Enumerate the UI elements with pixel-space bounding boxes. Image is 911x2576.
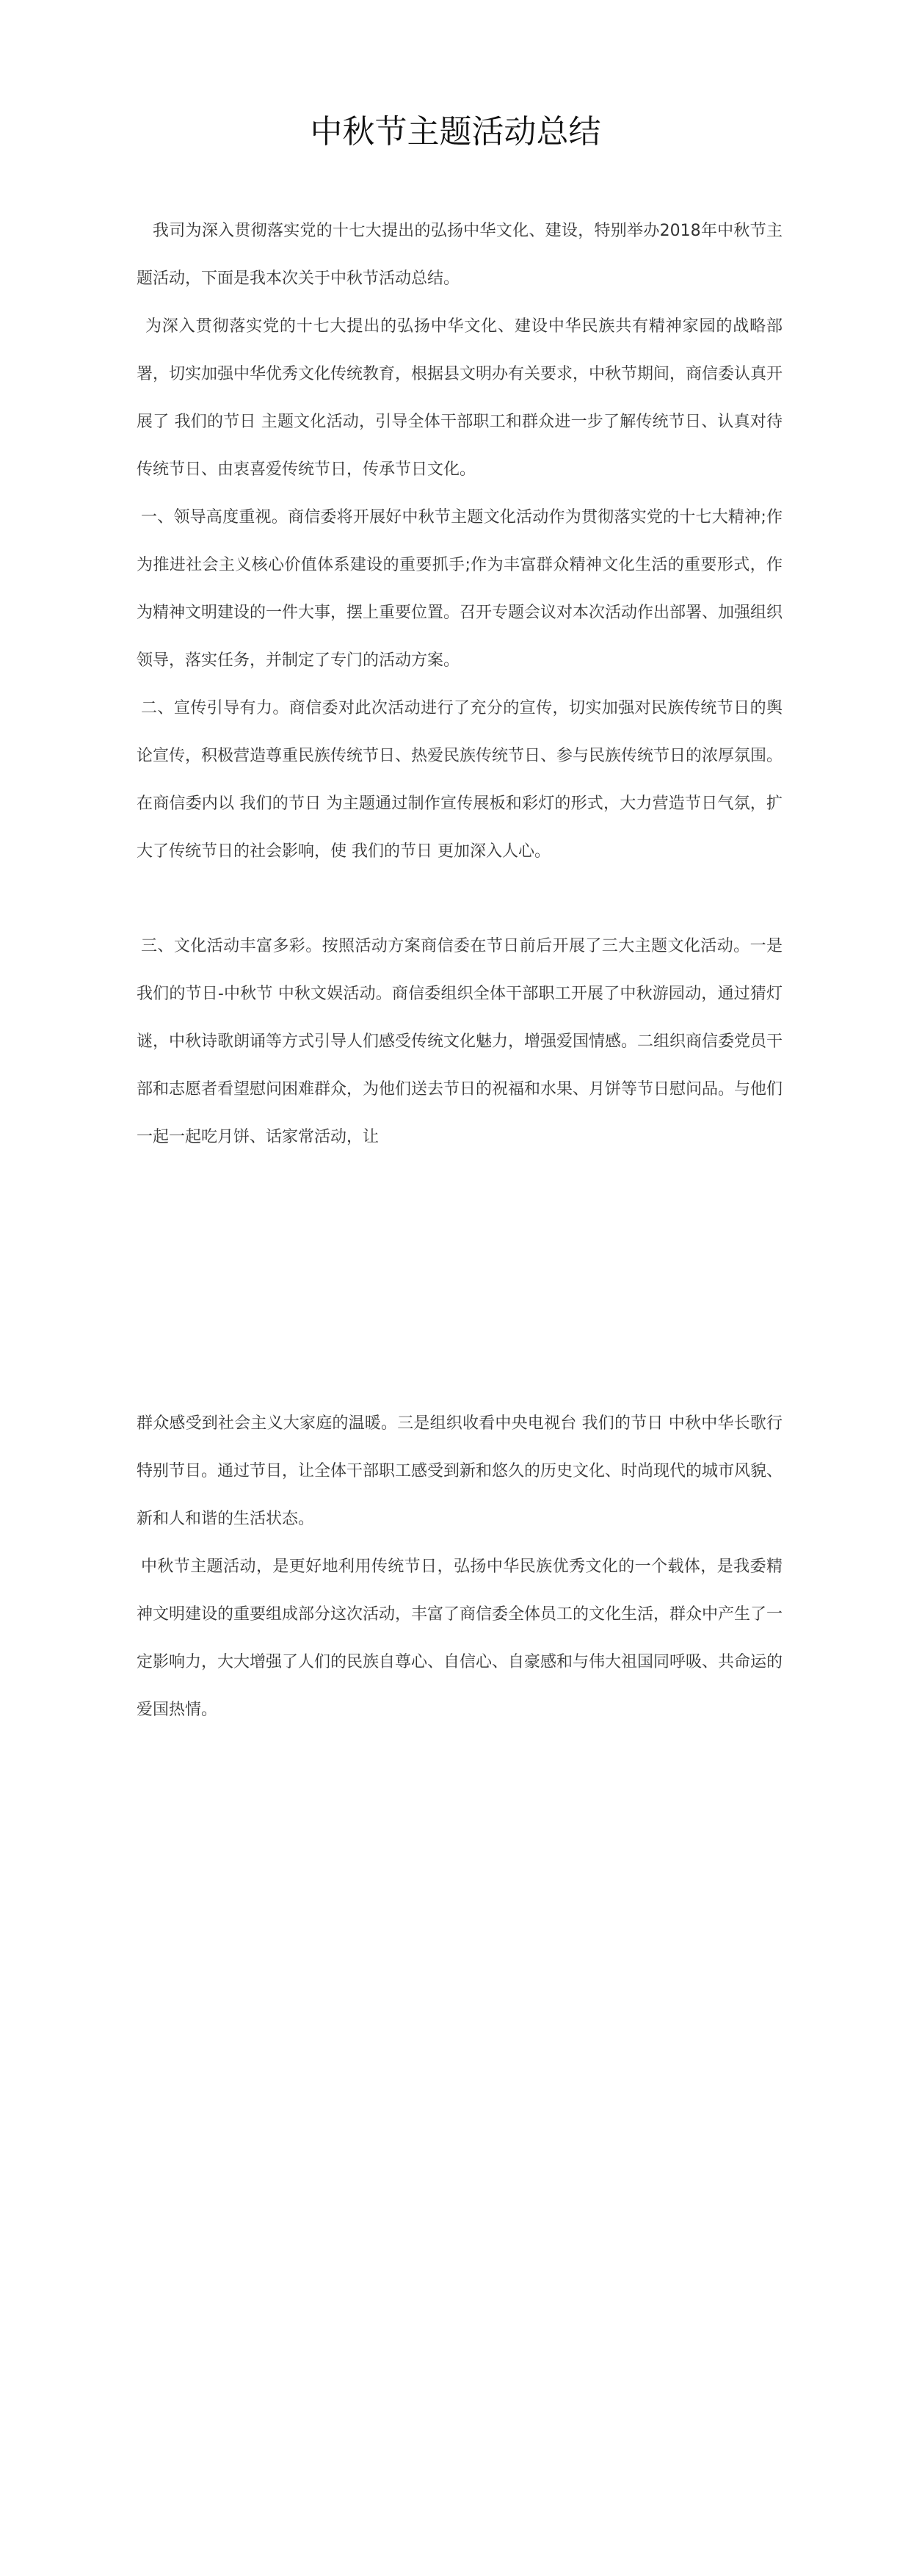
- paragraph-intro: 我司为深入贯彻落实党的十七大提出的弘扬中华文化、建设，特别举办2018年中秋节主题活动，下面是我本次关于中秋节活动总结。: [137, 222, 783, 288]
- document-title: 中秋节主题活动总结: [310, 113, 601, 151]
- paragraph-background: 为深入贯彻落实党的十七大提出的弘扬中华文化、建设中华民族共有精神家园的战略部署，切实加强中华优秀文化传统教育，根据县文明办有关要求，中秋节期间，商信委认真开展了 我们的节日 主题文化活动，引导全体干部职工和群众进一步了解传统节日、认真对待传统节日、由衷喜爱传统节日，传承节日文化。: [137, 317, 783, 479]
- paragraph-section-3-part-1: 三、文化活动丰富多彩。按照活动方案商信委在节日前后开展了三大主题文化活动。一是 我们的节日-中秋节 中秋文娱活动。商信委组织全体干部职工开展了中秋游园动，通过猜灯谜，中秋诗歌朗诵等方式引导人们感受传统文化魅力，增强爱国情感。二组织商信委党员干部和志愿者看望慰问困难群众，为他们送去节日的祝福和水果、月饼等节日慰问品。与他们一起一起吃月饼、话家常活动，让: [137, 937, 783, 1146]
- paragraph-conclusion: 中秋节主题活动，是更好地利用传统节日，弘扬中华民族优秀文化的一个载体，是我委精神文明建设的重要组成部分这次活动，丰富了商信委全体员工的文化生活，群众中产生了一定影响力，大大增强了人们的民族自尊心、自信心、自豪感和与伟大祖国同呼吸、共命运的爱国热情。: [137, 1557, 783, 1719]
- paragraph-section-3-part-2: 群众感受到社会主义大家庭的温暖。三是组织收看中央电视台 我们的节日 中秋中华长歌行 特别节目。通过节目，让全体干部职工感受到新和悠久的历史文化、时尚现代的城市风貌、新和人和谐的生活状态。: [137, 1414, 783, 1528]
- paragraph-section-2: 二、宣传引导有力。商信委对此次活动进行了充分的宣传，切实加强对民族传统节日的舆论宣传，积极营造尊重民族传统节日、热爱民族传统节日、参与民族传统节日的浓厚氛围。在商信委内以 我们的节日 为主题通过制作宣传展板和彩灯的形式，大力营造节日气氛，扩大了传统节日的社会影响，使 我们的节日 更加深入人心。: [137, 699, 783, 861]
- paragraph-section-1: 一、领导高度重视。商信委将开展好中秋节主题文化活动作为贯彻落实党的十七大精神;作为推进社会主义核心价值体系建设的重要抓手;作为丰富群众精神文化生活的重要形式，作为精神文明建设的一件大事，摆上重要位置。召开专题会议对本次活动作出部署、加强组织领导，落实任务，并制定了专门的活动方案。: [137, 508, 783, 670]
